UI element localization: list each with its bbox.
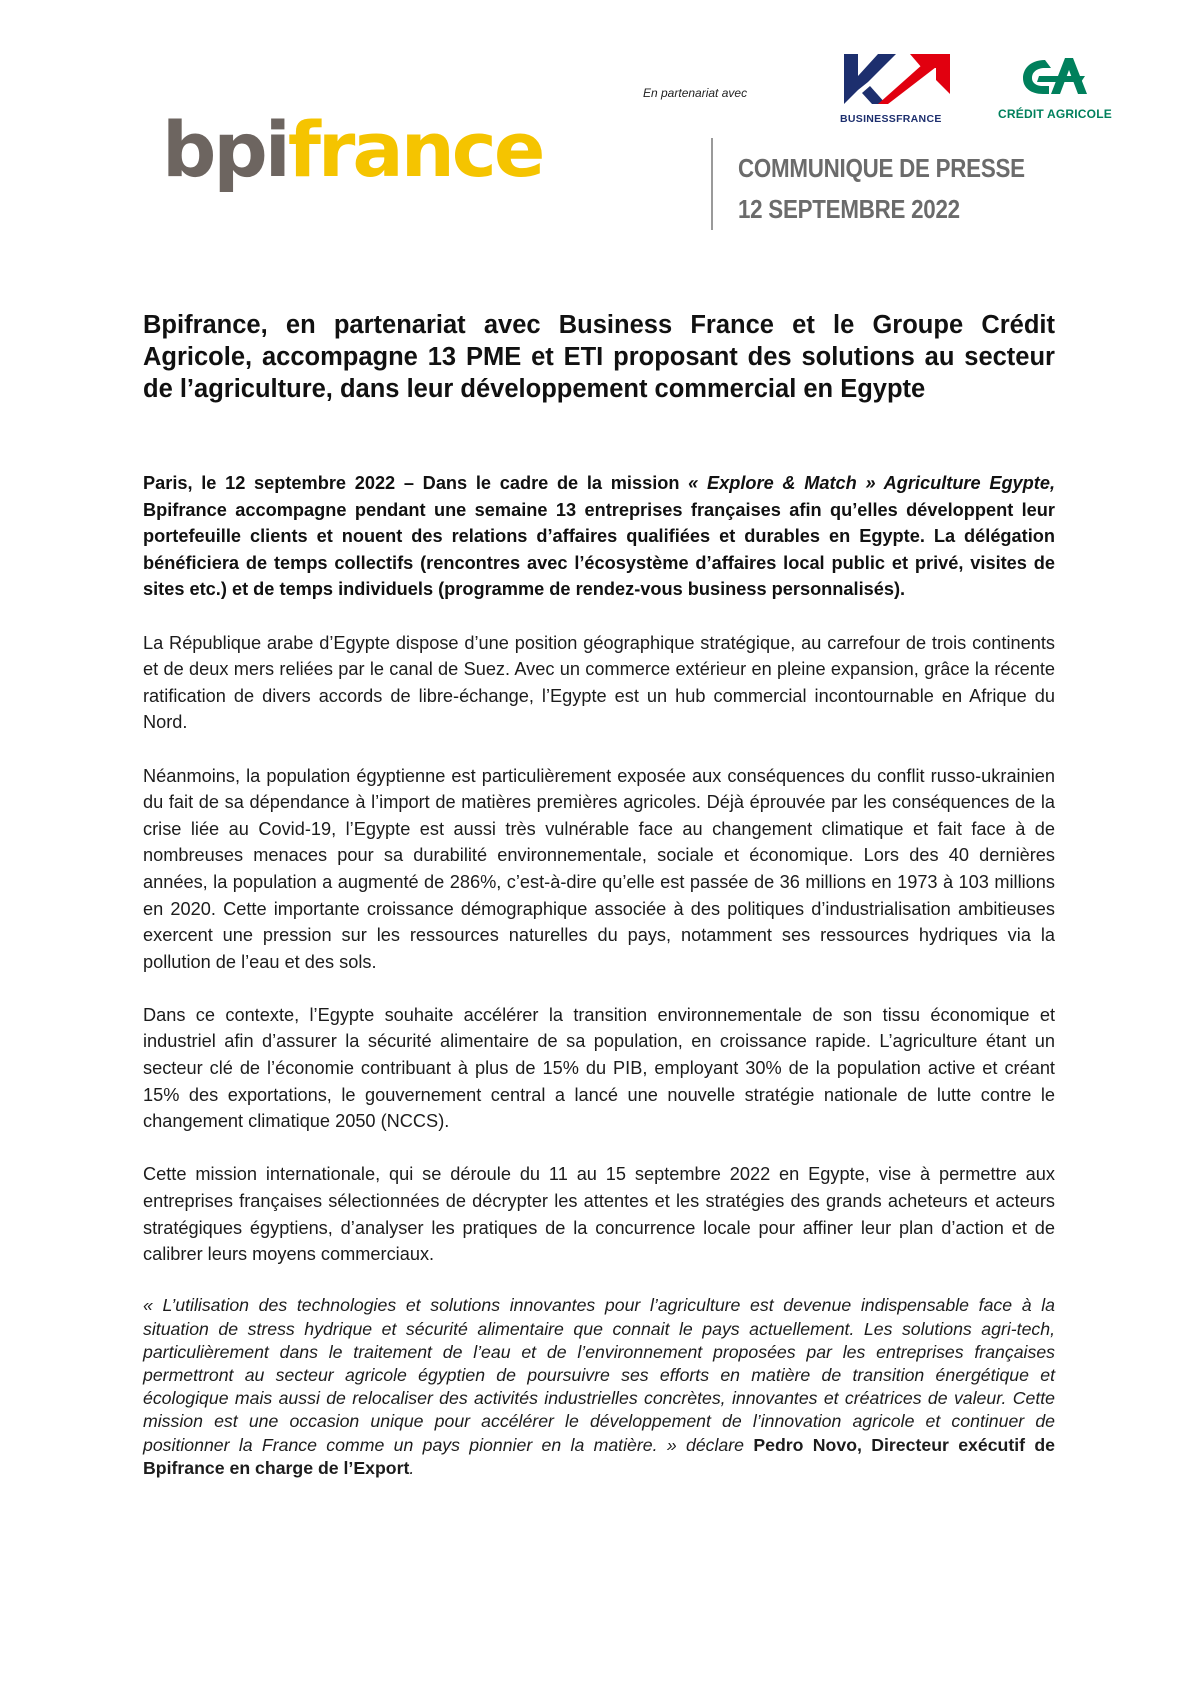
quote-paragraph [143, 1294, 1055, 1480]
paragraph: Cette mission internationale, qui se déroule du 11 au 15 septembre 2022 en Egypte, vise à permettre aux entreprises françaises sélectionnées de décrypter les attentes et les stratégies des grands acheteurs et acteurs stratégiques égyptiens, d’analyser les pratiques de la concurrence locale pour affiner leur plan d’action et de calibrer leurs moyens commerciaux. [143, 1164, 1055, 1265]
quote-end: . [409, 1457, 415, 1478]
bpifrance-logo-bpi: bpi [162, 105, 288, 194]
businessfrance-label: BUSINESSFRANCE [840, 113, 942, 125]
article-body [143, 470, 1055, 1507]
lead-intro: Paris, le 12 septembre 2022 – Dans le cadre de la mission [143, 473, 689, 493]
press-release-date: 12 SEPTEMBRE 2022 [738, 194, 960, 224]
mission-name: « Explore & Match » Agriculture Egypte, [688, 473, 1056, 493]
creditagricole-mark-icon [1015, 54, 1095, 98]
page-title: Bpifrance, en partenariat avec Business France et le Groupe Crédit Agricole, accompagne 13 PME et ETI proposant des solutions au secteur de l’agriculture, dans leur développement commercial en Egypte [143, 311, 1055, 403]
bpifrance-logo [162, 105, 543, 194]
businessfrance-logo [840, 52, 958, 125]
partner-text: En partenariat avec [643, 86, 748, 100]
paragraph: Néanmoins, la population égyptienne est particulièrement exposée aux conséquences du conflit russo-ukrainien du fait de sa dépendance à l’import de matières premières agricoles. Déjà éprouvée par les conséquences de la crise liée au Covid-19, l’Egypte est aussi très vulnérable face au changement climatique et fait face à de nombreuses menaces pour sa durabilité environnementale, sociale et économique. Lors des 40 dernières années, la population a augmenté de 286%, c’est-à-dire qu’elle est passée de 36 millions en 1973 à 103 millions en 2020. Cette importante croissance démographique associée à des politiques d’industrialisation ambitieuses exercent une pression sur les ressources naturelles du pays, notamment ses ressources hydriques via la pollution de l’eau et des sols. [143, 765, 1055, 972]
press-release-label: COMMUNIQUE DE PRESSE [738, 153, 1025, 183]
paragraph: Dans ce contexte, l’Egypte souhaite accélérer la transition environnementale de son tissu économique et industriel afin d’assurer la sécurité alimentaire de sa population, en croissance rapide. L’agriculture étant un secteur clé de l’économie contribuant à plus de 15% du PIB, employant 30% de la population active et créant 15% des exportations, le gouvernement central a lancé une nouvelle stratégie nationale de lutte contre le changement climatique 2050 (NCCS). [143, 1004, 1055, 1132]
paragraph: La République arabe d’Egypte dispose d’une position géographique stratégique, au carrefour de trois continents et de deux mers reliées par le canal de Suez. Avec un commerce extérieur en pleine expansion, grâce la récente ratification de divers accords de libre-échange, l’Egypte est un hub commercial incontournable en Afrique du Nord. [143, 632, 1055, 733]
quote-author: Pedro Novo, Directeur exécutif de Bpifrance en charge de l’Export [143, 1434, 1056, 1478]
quote-text: « L’utilisation des technologies et solutions innovantes pour l’agriculture est devenue indispensable face à la situation de stress hydrique et sécurité alimentaire que connait le pays actuellement. Les solutions agri-tech, particulièrement dans le traitement de l’eau et de l’environnement proposées par les entreprises françaises permettront au secteur agricole égyptien de poursuivre ses efforts en matière de transition énergétique et écologique mais aussi de relocaliser des activités industrielles concrètes, innovantes et créatrices de valeur. Cette mission est une occasion unique pour accélérer le développement de l’innovation agricole et continuer de positionner la France comme un pays pionnier en la matière. » déclare [143, 1295, 1055, 1455]
lead-paragraph [143, 470, 1055, 603]
bpifrance-logo-france: france [287, 105, 543, 194]
header-divider [711, 138, 713, 230]
businessfrance-mark-icon [840, 52, 952, 106]
press-release-header [738, 148, 1025, 230]
creditagricole-label: CRÉDIT AGRICOLE [998, 107, 1112, 121]
creditagricole-logo [980, 54, 1130, 121]
lead-body: Bpifrance accompagne pendant une semaine 13 entreprises françaises afin qu’elles développent leur portefeuille clients et nouent des relations d’affaires qualifiées et durables en Egypte. La délégation bénéficiera de temps collectifs (rencontres avec l’écosystème d’affaires local public et privé, visites de sites etc.) et de temps individuels (programme de rendez-vous business personnalisés). [143, 499, 1055, 600]
